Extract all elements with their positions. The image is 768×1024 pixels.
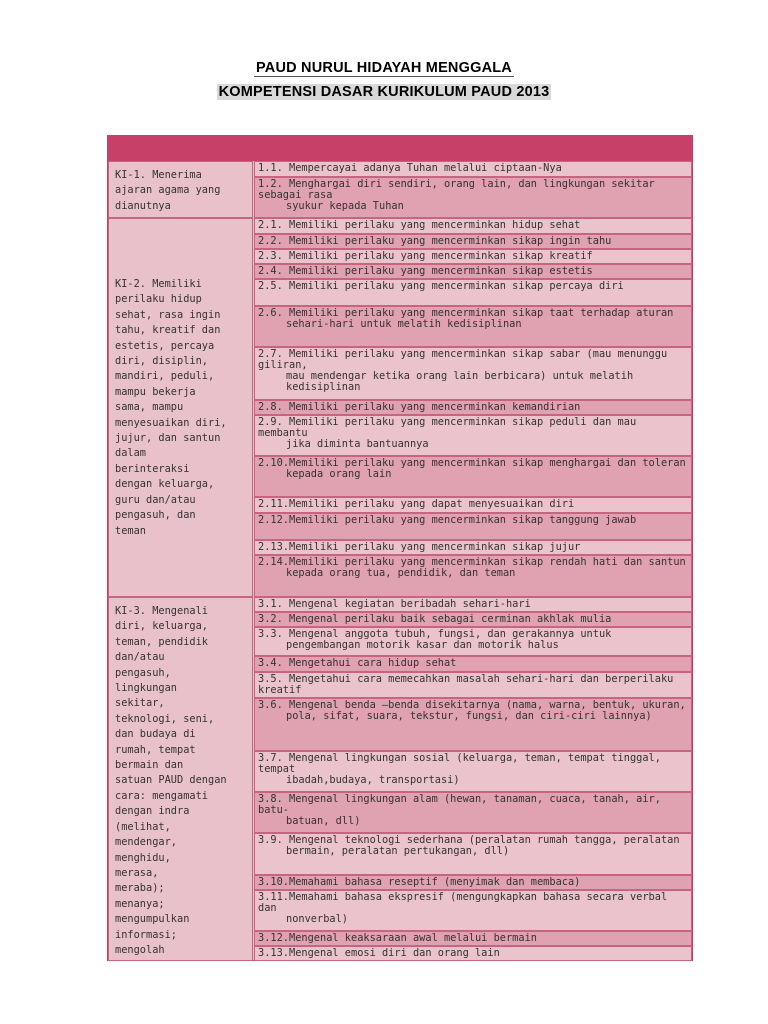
kd-text: 2.2. Memiliki perilaku yang mencerminkan sikap ingin tahu <box>258 235 612 247</box>
kd-text-continuation: kepada orang lain <box>286 468 392 480</box>
kd-row <box>254 792 692 833</box>
kd-row <box>254 612 692 627</box>
kd-row <box>254 875 692 890</box>
kd-row <box>254 931 692 946</box>
kd-text: 2.6. Memiliki perilaku yang mencerminkan sikap taat terhadap aturan <box>258 307 674 319</box>
kd-text-continuation: pola, sifat, suara, tekstur, fungsi, dan ciri-ciri lainnya) <box>286 710 652 722</box>
kd-text: 3.4. Mengetahui cara hidup sehat <box>258 657 457 669</box>
kd-row <box>254 400 692 415</box>
kd-text-continuation: mau mendengar ketika orang lain berbicara) untuk melatih kedisiplinan <box>286 370 634 393</box>
kd-row <box>254 456 692 497</box>
kd-row <box>254 555 692 597</box>
kd-row <box>254 279 692 306</box>
kd-text: 2.7. Memiliki perilaku yang mencerminkan sikap sabar (mau menunggu giliran, <box>258 348 668 371</box>
ki-2-cell: KI-2. Memiliki perilaku hidup sehat, rasa ingin tahu, kreatif dan estetis, percaya diri, disiplin, mandiri, peduli, mampu bekerja sama, mampu menyesuaikan diri, jujur, dan santun dalam berinteraksi dengan keluarga, guru dan/atau pengasuh, dan teman <box>108 218 253 597</box>
kd-text: 2.3. Memiliki perilaku yang mencerminkan sikap kreatif <box>258 250 593 262</box>
kd-text: 3.7. Mengenal lingkungan sosial (keluarga, teman, tempat tinggal, tempat <box>258 752 661 775</box>
kd-text: 3.10.Memahami bahasa reseptif (menyimak dan membaca) <box>258 876 581 888</box>
kd-text: 2.13.Memiliki perilaku yang mencerminkan sikap jujur <box>258 541 581 553</box>
kd-text-continuation: batuan, dll) <box>286 815 361 827</box>
kd-row <box>254 497 692 513</box>
kd-row <box>254 540 692 555</box>
kd-text: 3.9. Mengenal teknologi sederhana (peralatan rumah tangga, peralatan <box>258 834 680 846</box>
kd-text: 2.14.Memiliki perilaku yang mencerminkan sikap rendah hati dan santun <box>258 556 686 568</box>
ki-3-cell: KI-3. Mengenali diri, keluarga, teman, pendidik dan/atau pengasuh, lingkungan sekitar, teknologi, seni, dan budaya di rumah, tempat bermain dan satuan PAUD dengan cara: mengamati dengan indra (melihat, mendengar, menghidu, merasa, meraba); menanya; mengumpulkan informasi; mengolah <box>108 597 253 961</box>
kd-text: 3.8. Mengenal lingkungan alam (hewan, tanaman, cuaca, tanah, air, batu- <box>258 793 661 816</box>
kd-text: 3.1. Mengenal kegiatan beribadah sehari-hari <box>258 598 531 610</box>
kd-text: 3.5. Mengetahui cara memecahkan masalah sehari-hari dan berperilaku kreatif <box>258 673 674 696</box>
kd-text-continuation: jika diminta bantuannya <box>286 438 429 450</box>
kd-text-continuation: pengembangan motorik kasar dan motorik halus <box>286 639 559 651</box>
kd-text: 3.3. Mengenal anggota tubuh, fungsi, dan gerakannya untuk <box>258 628 612 640</box>
kd-row <box>254 751 692 792</box>
kd-row <box>254 161 692 177</box>
kd-row <box>254 347 692 400</box>
kd-text: 2.12.Memiliki perilaku yang mencerminkan sikap tanggung jawab <box>258 514 637 526</box>
kd-row <box>254 218 692 234</box>
kd-row <box>254 234 692 249</box>
kd-text: 3.12.Mengenal keaksaraan awal melalui bermain <box>258 932 537 944</box>
kd-text-continuation: nonverbal) <box>286 913 348 925</box>
kd-text: 2.5. Memiliki perilaku yang mencerminkan sikap percaya diri <box>258 280 624 292</box>
ki-1-cell: KI-1. Menerima ajaran agama yang dianutnya <box>108 161 253 218</box>
kd-text: 3.13.Mengenal emosi diri dan orang lain <box>258 947 500 959</box>
kd-row <box>254 264 692 279</box>
kd-text: 1.1. Mempercayai adanya Tuhan melalui ciptaan-Nya <box>258 162 562 174</box>
kd-text: 2.4. Memiliki perilaku yang mencerminkan sikap estetis <box>258 265 593 277</box>
kd-row <box>254 306 692 347</box>
kd-text: 3.2. Mengenal perilaku baik sebagai cerminan akhlak mulia <box>258 613 612 625</box>
kd-text: 2.11.Memiliki perilaku yang dapat menyesuaikan diri <box>258 498 575 510</box>
document-subtitle: KOMPETENSI DASAR KURIKULUM PAUD 2013 <box>218 84 550 100</box>
document-title: PAUD NURUL HIDAYAH MENGGALA <box>256 60 512 76</box>
kd-text: 3.11.Memahami bahasa ekspresif (mengungkapkan bahasa secara verbal dan <box>258 891 668 914</box>
kd-text-continuation: bermain, peralatan pertukangan, dll) <box>286 845 510 857</box>
kd-text: 1.2. Menghargai diri sendiri, orang lain, dan lingkungan sekitar sebagai rasa <box>258 178 655 201</box>
kd-text: 2.10.Memiliki perilaku yang mencerminkan sikap menghargai dan toleran <box>258 457 686 469</box>
kd-row <box>254 627 692 656</box>
kd-text: 2.1. Memiliki perilaku yang mencerminkan hidup sehat <box>258 219 581 231</box>
kd-row <box>254 249 692 264</box>
kd-text-continuation: kepada orang tua, pendidik, dan teman <box>286 567 516 579</box>
kd-text-continuation: syukur kepada Tuhan <box>286 200 404 212</box>
kd-text: 2.9. Memiliki perilaku yang mencerminkan sikap peduli dan mau membantu <box>258 416 637 439</box>
kd-text-continuation: sehari-hari untuk melatih kedisiplinan <box>286 318 522 330</box>
kd-row <box>254 177 692 218</box>
kd-row <box>254 890 692 931</box>
table-header-band <box>107 135 693 161</box>
kd-row <box>254 513 692 540</box>
kd-row <box>254 672 692 698</box>
kd-text-continuation: ibadah,budaya, transportasi) <box>286 774 460 786</box>
kd-row <box>254 597 692 612</box>
kd-text: 3.6. Mengenal benda –benda disekitarnya (nama, warna, bentuk, ukuran, <box>258 699 686 711</box>
kd-row <box>254 415 692 456</box>
kd-text: 2.8. Memiliki perilaku yang mencerminkan kemandirian <box>258 401 581 413</box>
kd-row <box>254 698 692 751</box>
kd-row <box>254 656 692 672</box>
kd-row <box>254 946 692 961</box>
kd-row <box>254 833 692 875</box>
